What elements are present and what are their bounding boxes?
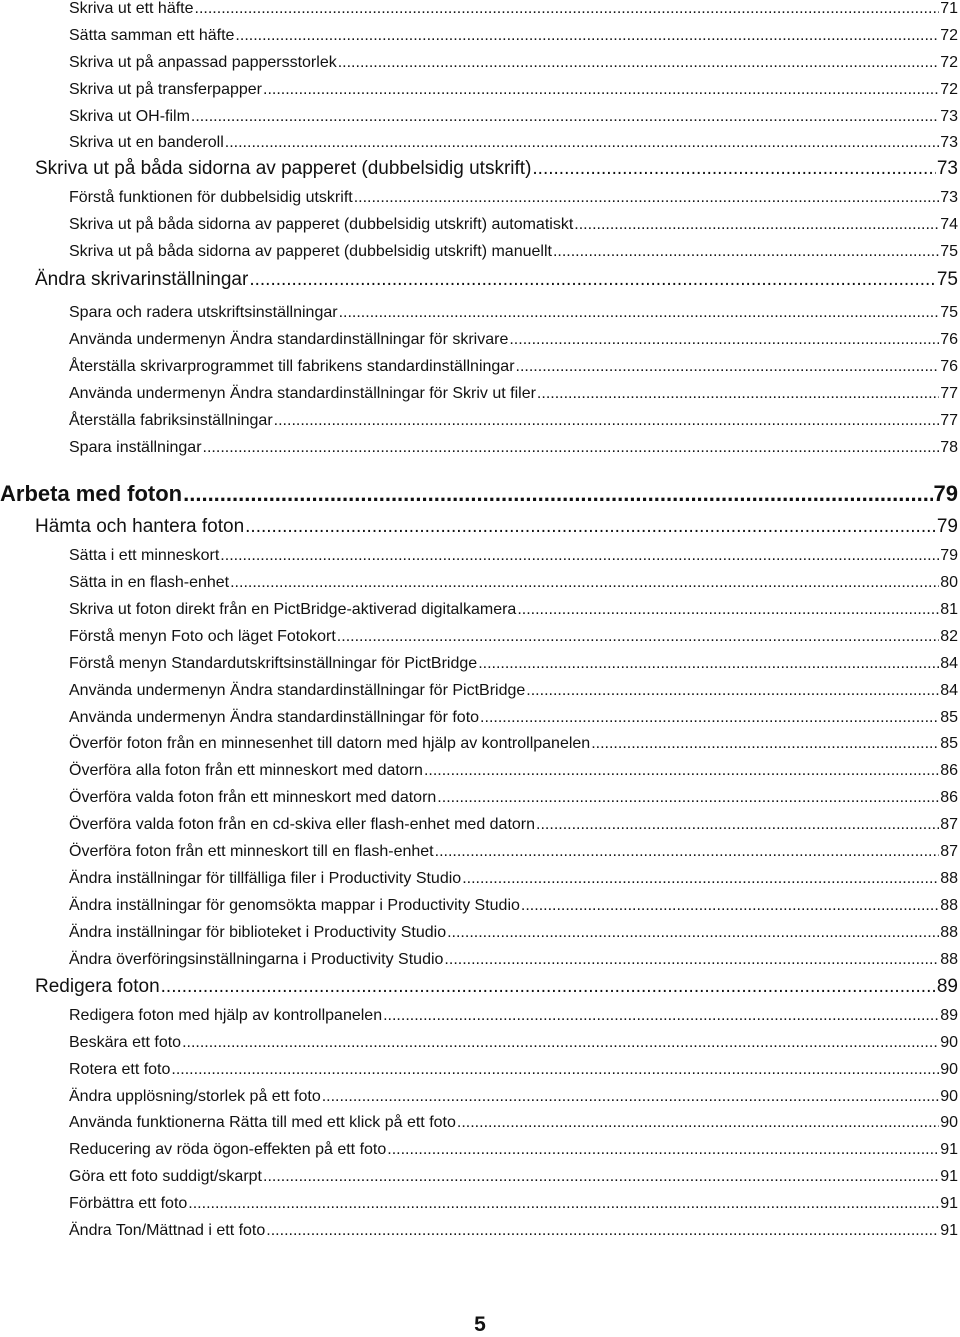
toc-entry-level-3[interactable] [69, 951, 958, 969]
toc-entry-level-3[interactable] [69, 1034, 958, 1052]
toc-entry-page: 73 [940, 108, 958, 125]
toc-entry-level-3[interactable] [69, 27, 958, 45]
toc-entry-page: 77 [940, 412, 958, 429]
dot-leader [161, 976, 936, 998]
toc-entry-page: 89 [940, 1007, 958, 1024]
toc-entry-page: 72 [940, 27, 958, 44]
toc-entry-title: Använda undermenyn Ändra standardinställningar för Skriv ut filer [69, 385, 536, 402]
toc-entry-page: 87 [940, 816, 958, 833]
dot-leader [339, 304, 940, 322]
dot-leader [354, 189, 940, 207]
dot-leader [526, 682, 939, 700]
toc-entry-page: 88 [940, 897, 958, 914]
toc-entry-level-3[interactable] [69, 1114, 958, 1132]
toc-entry-title: Skriva ut på båda sidorna av papperet (dubbelsidig utskrift) [35, 158, 532, 179]
toc-entry-page: 75 [936, 269, 958, 290]
toc-entry-title: Överför foton från en minnesenhet till datorn med hjälp av kontrollpanelen [69, 735, 591, 752]
toc-entry-page: 74 [940, 216, 958, 233]
dot-leader [225, 134, 939, 152]
toc-entry-level-3[interactable] [69, 358, 958, 376]
toc-entry-title: Skriva ut en banderoll [69, 134, 224, 151]
toc-entry-level-2[interactable] [35, 158, 958, 180]
dot-leader [322, 1088, 939, 1106]
toc-entry-page: 79 [936, 516, 958, 537]
toc-entry-page: 79 [933, 481, 958, 506]
toc-entry-level-3[interactable] [69, 1141, 958, 1159]
dot-leader [171, 1061, 939, 1079]
dot-leader [338, 54, 939, 72]
toc-entry-level-2[interactable] [35, 269, 958, 291]
toc-entry-title: Reducering av röda ögon-effekten på ett foto [69, 1141, 387, 1158]
toc-entry-title: Sätta samman ett häfte [69, 27, 235, 44]
dot-leader [182, 1034, 939, 1052]
dot-leader [220, 547, 939, 565]
toc-entry-level-3[interactable] [69, 601, 958, 619]
toc-entry-page: 89 [936, 976, 958, 997]
toc-entry-level-3[interactable] [69, 1195, 958, 1213]
toc-entry-title: Rotera ett foto [69, 1061, 171, 1078]
toc-entry-page: 81 [940, 601, 958, 618]
toc-entry-title: Göra ett foto suddigt/skarpt [69, 1168, 262, 1185]
toc-entry-page: 77 [940, 385, 958, 402]
toc-entry-title: Återställa fabriksinställningar [69, 412, 273, 429]
toc-entry-page: 85 [940, 735, 958, 752]
dot-leader [249, 269, 936, 291]
toc-entry-page: 75 [940, 304, 958, 321]
toc-entry-page: 78 [940, 439, 958, 456]
toc-entry-level-3[interactable] [69, 108, 958, 126]
toc-entry-level-3[interactable] [69, 1007, 958, 1025]
toc-entry-page: 91 [940, 1195, 958, 1212]
toc-entry-page: 86 [940, 789, 958, 806]
dot-leader [383, 1007, 939, 1025]
dot-leader [230, 574, 939, 592]
toc-entry-title: Skriva ut på båda sidorna av papperet (dubbelsidig utskrift) automatiskt [69, 216, 574, 233]
dot-leader [337, 628, 939, 646]
toc-entry-level-3[interactable] [69, 1061, 958, 1079]
toc-entry-page: 71 [940, 0, 958, 17]
dot-leader [435, 843, 940, 861]
dot-leader [188, 1195, 939, 1213]
toc-entry-level-3[interactable] [69, 682, 958, 700]
toc-entry-level-3[interactable] [69, 0, 958, 18]
toc-entry-title: Ändra inställningar för tillfälliga filer i Productivity Studio [69, 870, 462, 887]
toc-entry-title: Överföra foton från ett minneskort till en flash-enhet [69, 843, 434, 860]
dot-leader [509, 331, 939, 349]
toc-entry-page: 72 [940, 54, 958, 71]
toc-entry-title: Återställa skrivarprogrammet till fabrikens standardinställningar [69, 358, 515, 375]
toc-entry-level-3[interactable] [69, 655, 958, 673]
toc-entry-level-3[interactable] [69, 134, 958, 152]
dot-leader [462, 870, 939, 888]
dot-leader [478, 655, 939, 673]
toc-entry-page: 90 [940, 1088, 958, 1105]
toc-entry-level-3[interactable] [69, 897, 958, 915]
toc-entry-page: 84 [940, 682, 958, 699]
toc-entry-title: Ändra överföringsinställningarna i Productivity Studio [69, 951, 444, 968]
dot-leader [574, 216, 939, 234]
toc-entry-title: Ändra inställningar för biblioteket i Productivity Studio [69, 924, 447, 941]
dot-leader [195, 0, 940, 18]
toc-entry-level-3[interactable] [69, 81, 958, 99]
toc-entry-level-3[interactable] [69, 304, 958, 322]
toc-entry-level-3[interactable] [69, 1222, 958, 1240]
toc-entry-title: Skriva ut ett häfte [69, 0, 194, 17]
dot-leader [517, 601, 939, 619]
toc-entry-level-2[interactable] [35, 516, 958, 538]
toc-entry-page: 88 [940, 924, 958, 941]
toc-entry-page: 91 [940, 1168, 958, 1185]
dot-leader [245, 516, 936, 538]
toc-entry-title: Överföra alla foton från ett minneskort med datorn [69, 762, 423, 779]
toc-entry-title: Förbättra ett foto [69, 1195, 188, 1212]
toc-entry-level-3[interactable] [69, 574, 958, 592]
toc-entry-title: Förstå funktionen för dubbelsidig utskrift [69, 189, 353, 206]
dot-leader [387, 1141, 939, 1159]
toc-entry-title: Sätta in en flash-enhet [69, 574, 230, 591]
dot-leader [203, 439, 940, 457]
toc-entry-level-1[interactable] [0, 481, 958, 507]
toc-entry-title: Skriva ut på anpassad pappersstorlek [69, 54, 337, 71]
toc-entry-level-3[interactable] [69, 924, 958, 942]
toc-entry-level-3[interactable] [69, 189, 958, 207]
toc-entry-title: Skriva ut på transferpapper [69, 81, 262, 98]
toc-entry-level-2[interactable] [35, 976, 958, 998]
dot-leader [235, 27, 939, 45]
dot-leader [263, 1168, 939, 1186]
toc-entry-title: Skriva ut OH-film [69, 108, 190, 125]
toc-entry-title: Överföra valda foton från en cd-skiva eller flash-enhet med datorn [69, 816, 536, 833]
dot-leader [591, 735, 939, 753]
dot-leader [516, 358, 940, 376]
toc-entry-level-3[interactable] [69, 412, 958, 430]
toc-entry-page: 73 [936, 158, 958, 179]
dot-leader [480, 709, 939, 727]
toc-entry-level-3[interactable] [69, 870, 958, 888]
toc-entry-title: Spara inställningar [69, 439, 202, 456]
toc-entry-page: 90 [940, 1061, 958, 1078]
toc-entry-page: 90 [940, 1114, 958, 1131]
dot-leader [274, 412, 940, 430]
dot-leader [444, 951, 939, 969]
toc-entry-page: 84 [940, 655, 958, 672]
toc-entry-level-3[interactable] [69, 547, 958, 565]
toc-entry-title: Ändra Ton/Mättnad i ett foto [69, 1222, 266, 1239]
toc-entry-level-3[interactable] [69, 1088, 958, 1106]
toc-entry-page: 85 [940, 709, 958, 726]
toc-entry-title: Ändra inställningar för genomsökta mappar i Productivity Studio [69, 897, 520, 914]
dot-leader [437, 789, 939, 807]
toc-entry-page: 86 [940, 762, 958, 779]
toc-entry-level-3[interactable] [69, 628, 958, 646]
toc-entry-title: Använda undermenyn Ändra standardinställningar för PictBridge [69, 682, 526, 699]
toc-entry-level-3[interactable] [69, 762, 958, 780]
toc-entry-title: Sätta i ett minneskort [69, 547, 220, 564]
dot-leader [532, 158, 935, 180]
toc-entry-title: Hämta och hantera foton [35, 516, 245, 537]
toc-entry-title: Använda undermenyn Ändra standardinställningar för foto [69, 709, 480, 726]
toc-entry-title: Ändra skrivarinställningar [35, 269, 249, 290]
toc-entry-title: Redigera foton med hjälp av kontrollpanelen [69, 1007, 383, 1024]
dot-leader [266, 1222, 939, 1240]
dot-leader [263, 81, 939, 99]
toc-entry-page: 88 [940, 951, 958, 968]
toc-entry-page: 79 [940, 547, 958, 564]
toc-entry-level-3[interactable] [69, 331, 958, 349]
toc-entry-level-3[interactable] [69, 735, 958, 753]
toc-entry-title: Överföra valda foton från ett minneskort med datorn [69, 789, 437, 806]
toc-entry-level-3[interactable] [69, 1168, 958, 1186]
toc-entry-level-3[interactable] [69, 54, 958, 72]
toc-entry-title: Skriva ut på båda sidorna av papperet (dubbelsidig utskrift) manuellt [69, 243, 552, 260]
toc-entry-title: Använda undermenyn Ändra standardinställningar för skrivare [69, 331, 509, 348]
toc-entry-page: 76 [940, 331, 958, 348]
dot-leader [521, 897, 939, 915]
toc-entry-level-3[interactable] [69, 789, 958, 807]
dot-leader [536, 816, 939, 834]
dot-leader [191, 108, 939, 126]
toc-entry-page: 73 [940, 189, 958, 206]
dot-leader [537, 385, 939, 403]
toc-entry-level-3[interactable] [69, 216, 958, 234]
toc-entry-title: Arbeta med foton [0, 481, 183, 506]
toc-entry-title: Förstå menyn Foto och läget Fotokort [69, 628, 336, 645]
toc-entry-page: 76 [940, 358, 958, 375]
toc-entry-title: Spara och radera utskriftsinställningar [69, 304, 338, 321]
toc-entry-level-3[interactable] [69, 709, 958, 727]
toc-entry-title: Redigera foton [35, 976, 160, 997]
toc-entry-page: 73 [940, 134, 958, 151]
page-number: 5 [474, 1313, 486, 1336]
toc-entry-page: 80 [940, 574, 958, 591]
dot-leader [447, 924, 939, 942]
toc-entry-level-3[interactable] [69, 439, 958, 457]
toc-entry-page: 72 [940, 81, 958, 98]
toc-entry-page: 91 [940, 1222, 958, 1239]
toc-entry-page: 75 [940, 243, 958, 260]
toc-entry-title: Förstå menyn Standardutskriftsinställningar för PictBridge [69, 655, 478, 672]
toc-entry-title: Beskära ett foto [69, 1034, 182, 1051]
toc-entry-page: 82 [940, 628, 958, 645]
toc-entry-page: 91 [940, 1141, 958, 1158]
toc-entry-title: Ändra upplösning/storlek på ett foto [69, 1088, 321, 1105]
toc-entry-level-3[interactable] [69, 385, 958, 403]
toc-entry-level-3[interactable] [69, 843, 958, 861]
toc-entry-title: Skriva ut foton direkt från en PictBridge-aktiverad digitalkamera [69, 601, 517, 618]
dot-leader [424, 762, 939, 780]
dot-leader [183, 481, 932, 507]
toc-entry-level-3[interactable] [69, 243, 958, 261]
toc-entry-title: Använda funktionerna Rätta till med ett klick på ett foto [69, 1114, 456, 1131]
dot-leader [553, 243, 939, 261]
toc-entry-page: 87 [940, 843, 958, 860]
dot-leader [457, 1114, 939, 1132]
toc-entry-level-3[interactable] [69, 816, 958, 834]
toc-entry-page: 90 [940, 1034, 958, 1051]
toc-entry-page: 88 [940, 870, 958, 887]
